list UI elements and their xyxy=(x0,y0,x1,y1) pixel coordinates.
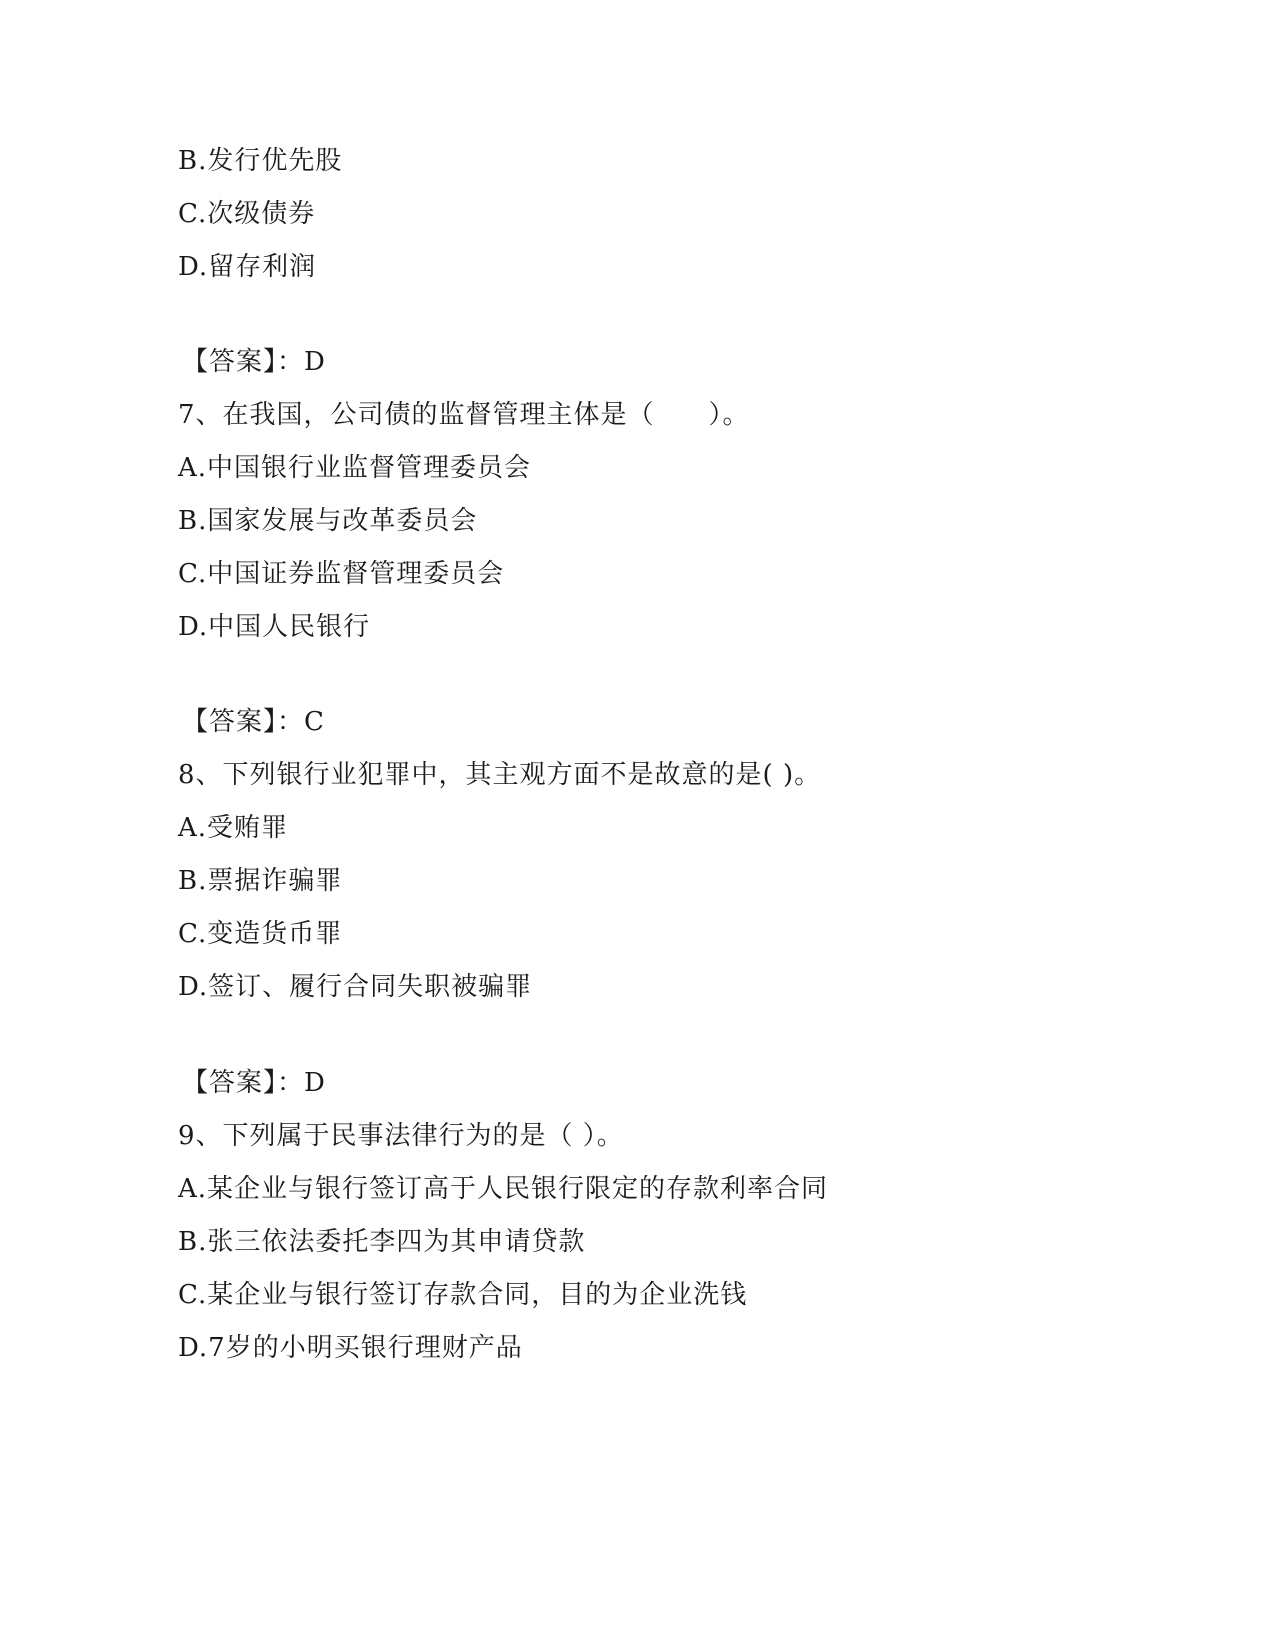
option-d: D.7岁的小明买银行理财产品 xyxy=(178,1333,523,1363)
option-c: C.某企业与银行签订存款合同，目的为企业洗钱 xyxy=(178,1280,748,1310)
option-a: A.受贿罪 xyxy=(178,813,289,843)
option-c: C.次级债券 xyxy=(178,199,316,229)
option-a: A.中国银行业监督管理委员会 xyxy=(178,453,532,483)
answer-line: 【答案】：D xyxy=(182,347,326,377)
option-b: B.国家发展与改革委员会 xyxy=(178,506,478,536)
option-b: B.发行优先股 xyxy=(178,146,343,176)
option-d: D.中国人民银行 xyxy=(178,612,371,642)
option-d: D.留存利润 xyxy=(178,252,317,282)
option-a: A.某企业与银行签订高于人民银行限定的存款利率合同 xyxy=(178,1174,829,1204)
option-c: C.变造货币罪 xyxy=(178,919,343,949)
answer-line: 【答案】：C xyxy=(182,707,325,737)
answer-line: 【答案】：D xyxy=(182,1068,326,1098)
question-stem: 8、下列银行业犯罪中，其主观方面不是故意的是( )。 xyxy=(178,760,822,790)
option-b: B.张三依法委托李四为其申请贷款 xyxy=(178,1227,586,1257)
question-stem: 7、在我国，公司债的监督管理主体是（ ）。 xyxy=(178,400,750,430)
question-stem: 9、下列属于民事法律行为的是（ ）。 xyxy=(178,1121,624,1151)
option-b: B.票据诈骗罪 xyxy=(178,866,343,896)
option-d: D.签订、履行合同失职被骗罪 xyxy=(178,972,533,1002)
option-c: C.中国证券监督管理委员会 xyxy=(178,559,505,589)
